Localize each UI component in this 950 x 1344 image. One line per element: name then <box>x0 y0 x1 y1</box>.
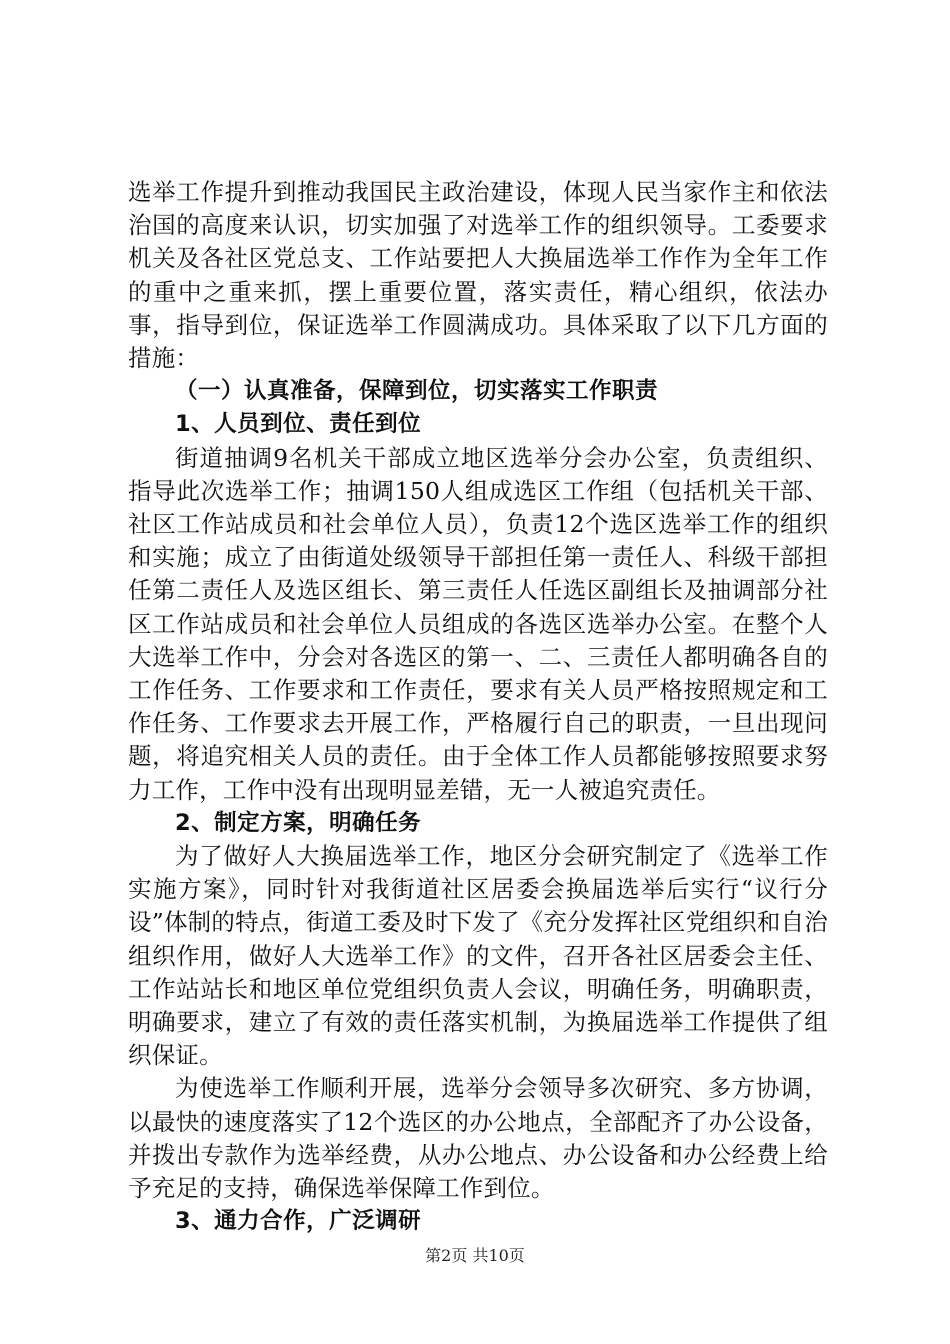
page-footer <box>0 1243 950 1266</box>
subsection-heading: 1、人员到位、责任到位 <box>175 411 422 438</box>
subsection-heading: 3、通力合作，广泛调研 <box>175 1208 422 1235</box>
subsection-heading: 2、制定方案，明确任务 <box>175 809 422 836</box>
page-number-label: 第2页 共10页 <box>425 1246 525 1265</box>
body-paragraph: 选举工作提升到推动我国民主政治建设，体现人民当家作主和依法治国的高度来认识，切实加强了对选举工作的组织领导。工委要求机关及各社区党总支、工作站要把人大换届选举工作作为全年工作的重中之重来抓，摆上重要位置，落实责任，精心组织，依法办事，指导到位，保证选举工作圆满成功。具体采取了以下几方面的措施： <box>128 178 828 373</box>
section-heading: （一）认真准备，保障到位，切实落实工作职责 <box>175 378 659 405</box>
body-paragraph: 为了做好人大换届选举工作，地区分会研究制定了《选举工作实施方案》，同时针对我街道社区居委会换届选举后实行“议行分设”体制的特点，街道工委及时下发了《充分发挥社区党组织和自治组织作用，做好人大选举工作》的文件，召开各社区居委会主任、工作站站长和地区单位党组织负责人会议，明确任务，明确职责，明确要求，建立了有效的责任落实机制，为换届选举工作提供了组织保证。 <box>128 842 828 1070</box>
body-paragraph: 为使选举工作顺利开展，选举分会领导多次研究、多方协调，以最快的速度落实了12个选区的办公地点，全部配齐了办公设备，并拨出专款作为选举经费，从办公地点、办公设备和办公经费上给予充足的支持，确保选举保障工作到位。 <box>128 1074 828 1203</box>
document-body <box>128 176 828 1239</box>
body-paragraph: 街道抽调9名机关干部成立地区选举分会办公室，负责组织、指导此次选举工作；抽调150人组成选区工作组（包括机关干部、社区工作站成员和社会单位人员），负责12个选区选举工作的组织和实施；成立了由街道处级领导干部担任第一责任人、科级干部担任第二责任人及选区组长、第三责任人任选区副组长及抽调部分社区工作站成员和社会单位人员组成的各选区选举办公室。在整个人大选举工作中，分会对各选区的第一、二、三责任人都明确各自的工作任务、工作要求和工作责任，要求有关人员严格按照规定和工作任务、工作要求去开展工作，严格履行自己的职责，一旦出现问题，将追究相关人员的责任。由于全体工作人员都能够按照要求努力工作，工作中没有出现明显差错，无一人被追究责任。 <box>128 443 828 804</box>
